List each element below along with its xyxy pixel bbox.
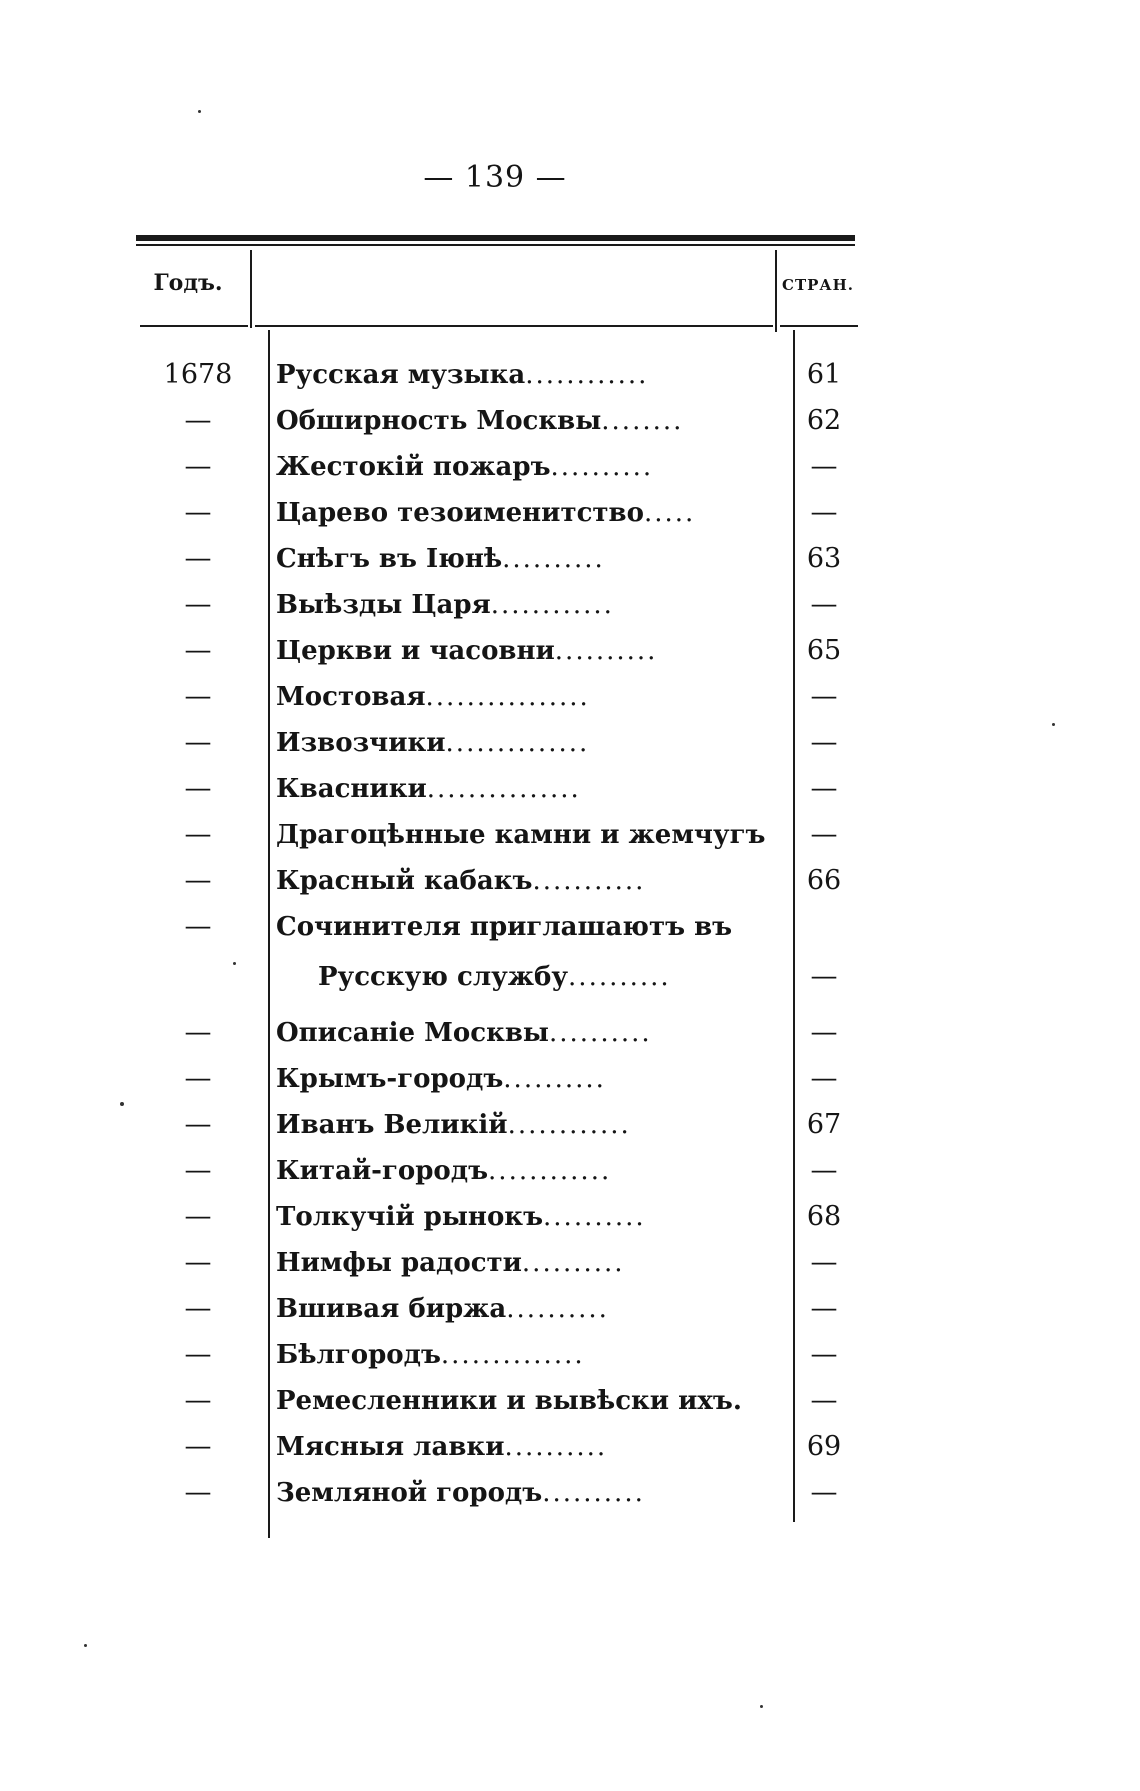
entry-title bbox=[276, 490, 774, 536]
entry-title bbox=[276, 628, 774, 674]
entry-leader-dots: .............. bbox=[445, 728, 590, 758]
entry-title bbox=[276, 352, 774, 398]
table-row bbox=[0, 398, 1140, 444]
table-row bbox=[0, 904, 1140, 950]
entry-title-text: Драгоцѣнные камни и жемчугъ bbox=[276, 820, 766, 850]
entry-title-text: Иванъ Великій bbox=[276, 1110, 508, 1140]
entry-year: — bbox=[184, 543, 212, 574]
entry-title bbox=[276, 1148, 774, 1194]
entry-page: — bbox=[810, 1385, 838, 1416]
entry-page: 69 bbox=[806, 1431, 842, 1462]
entry-year: — bbox=[184, 1477, 212, 1508]
scan-speck bbox=[198, 110, 201, 113]
entry-title-text: Обширность Москвы bbox=[276, 406, 602, 436]
entry-page: — bbox=[810, 1247, 838, 1278]
entry-leader-dots: ............ bbox=[507, 1110, 631, 1140]
entry-page: — bbox=[810, 1339, 838, 1370]
entry-title-text: Красный кабакъ bbox=[276, 866, 533, 896]
entry-year: — bbox=[184, 773, 212, 804]
entry-year: — bbox=[184, 1385, 212, 1416]
table-row bbox=[0, 720, 1140, 766]
entry-year: — bbox=[184, 727, 212, 758]
scan-speck bbox=[1052, 723, 1055, 726]
entry-leader-dots: ................ bbox=[425, 682, 590, 712]
entry-page: — bbox=[810, 961, 838, 992]
entry-leader-dots: ............... bbox=[426, 774, 581, 804]
table-row bbox=[0, 444, 1140, 490]
table-row bbox=[0, 352, 1140, 398]
entry-title-text: Мясныя лавки bbox=[276, 1432, 505, 1462]
entry-title-text: Китай-городъ bbox=[276, 1156, 489, 1186]
entry-year: — bbox=[184, 1063, 212, 1094]
entry-title-text: Толкучій рынокъ bbox=[276, 1202, 544, 1232]
entry-leader-dots: ............ bbox=[490, 590, 614, 620]
entry-page: — bbox=[810, 1477, 838, 1508]
entry-year: — bbox=[184, 497, 212, 528]
entry-title bbox=[276, 1378, 774, 1424]
entry-title bbox=[276, 398, 774, 444]
entry-year: — bbox=[184, 589, 212, 620]
scan-speck bbox=[84, 1644, 87, 1647]
entry-title-text: Нимфы радости bbox=[276, 1248, 522, 1278]
entry-year: — bbox=[184, 1155, 212, 1186]
table-row bbox=[0, 858, 1140, 904]
column-header-page: СТРАН. bbox=[782, 276, 854, 294]
entry-year: — bbox=[184, 1201, 212, 1232]
entry-title bbox=[276, 1470, 774, 1516]
table-row bbox=[0, 536, 1140, 582]
entry-title bbox=[276, 1424, 774, 1470]
entry-year: — bbox=[184, 865, 212, 896]
entry-title bbox=[276, 1332, 774, 1378]
entry-year: — bbox=[184, 1017, 212, 1048]
table-row bbox=[0, 1102, 1140, 1148]
entry-year: — bbox=[184, 911, 212, 942]
entry-page: — bbox=[810, 451, 838, 482]
entry-title bbox=[276, 812, 774, 858]
entry-year: — bbox=[184, 1339, 212, 1370]
entry-title bbox=[276, 904, 774, 950]
entry-title bbox=[276, 858, 774, 904]
entry-page: 65 bbox=[806, 635, 842, 666]
header-rule-title bbox=[255, 325, 773, 327]
entry-page: — bbox=[810, 681, 838, 712]
entry-title bbox=[276, 1286, 774, 1332]
entry-leader-dots: .......... bbox=[550, 452, 654, 482]
entry-title bbox=[276, 444, 774, 490]
entry-leader-dots: .......... bbox=[521, 1248, 625, 1278]
entry-title bbox=[276, 1240, 774, 1286]
entry-year: — bbox=[184, 819, 212, 850]
entry-leader-dots: ........... bbox=[532, 866, 646, 896]
table-row bbox=[0, 1332, 1140, 1378]
entry-leader-dots: ........ bbox=[601, 406, 684, 436]
entry-page: — bbox=[810, 819, 838, 850]
entry-year: — bbox=[184, 1109, 212, 1140]
entry-title-text: Русская музыка bbox=[276, 360, 526, 390]
table-row bbox=[0, 1378, 1140, 1424]
entry-year: — bbox=[184, 681, 212, 712]
entry-leader-dots: .......... bbox=[502, 544, 605, 574]
entry-leader-dots: .......... bbox=[542, 1478, 645, 1508]
entry-page: 63 bbox=[806, 543, 842, 574]
entry-title-text: Вшивая биржа bbox=[276, 1294, 507, 1324]
entry-year: 1678 bbox=[163, 359, 233, 390]
entry-page: — bbox=[810, 1017, 838, 1048]
entry-title bbox=[276, 720, 774, 766]
entry-leader-dots: .......... bbox=[554, 636, 658, 666]
divider-right-upper bbox=[775, 250, 777, 332]
entry-leader-dots: ............ bbox=[488, 1156, 612, 1186]
table-row bbox=[0, 1148, 1140, 1194]
scan-speck bbox=[233, 962, 236, 965]
entry-leader-dots: .............. bbox=[440, 1340, 585, 1370]
table-row bbox=[0, 1240, 1140, 1286]
entry-title-text: Описаніе Москвы bbox=[276, 1018, 549, 1048]
entry-title-text: Церкви и часовни bbox=[276, 636, 555, 666]
entry-title bbox=[276, 1102, 774, 1148]
table-row bbox=[0, 954, 1140, 1000]
entry-page: — bbox=[810, 1155, 838, 1186]
entry-title-text: Сочинителя приглашаютъ въ bbox=[276, 912, 733, 942]
entry-page: — bbox=[810, 497, 838, 528]
entry-title-text: Жестокій пожаръ bbox=[276, 452, 551, 482]
entry-title-text: Царево тезоименитство bbox=[276, 498, 644, 528]
entry-title-text: Выѣзды Царя bbox=[276, 590, 491, 620]
entry-title bbox=[276, 536, 774, 582]
entry-page: — bbox=[810, 1063, 838, 1094]
entry-title-text: Извозчики bbox=[276, 728, 446, 758]
top-rule-thin bbox=[136, 244, 855, 246]
entry-title-text: Мостовая bbox=[276, 682, 426, 712]
entry-title bbox=[276, 766, 774, 812]
entry-title bbox=[276, 674, 774, 720]
entry-year: — bbox=[184, 1293, 212, 1324]
entry-year: — bbox=[184, 405, 212, 436]
entry-page: 68 bbox=[806, 1201, 842, 1232]
table-row bbox=[0, 812, 1140, 858]
entry-title bbox=[276, 1010, 774, 1056]
scan-speck bbox=[760, 1705, 763, 1708]
entry-leader-dots: .......... bbox=[568, 962, 671, 992]
table-row bbox=[0, 766, 1140, 812]
entry-title bbox=[276, 1194, 774, 1240]
table-row bbox=[0, 1286, 1140, 1332]
header-rule-page bbox=[780, 325, 858, 327]
entry-leader-dots: .......... bbox=[506, 1294, 609, 1324]
header-rule-year bbox=[140, 325, 248, 327]
table-row bbox=[0, 1010, 1140, 1056]
entry-page: — bbox=[810, 589, 838, 620]
entry-leader-dots: ............ bbox=[525, 360, 649, 390]
entry-leader-dots: ..... bbox=[643, 498, 696, 528]
table-row bbox=[0, 674, 1140, 720]
entry-title-text: Снѣгъ въ Іюнѣ bbox=[276, 544, 503, 574]
table-row bbox=[0, 1424, 1140, 1470]
entry-title bbox=[276, 1056, 774, 1102]
table-row bbox=[0, 1470, 1140, 1516]
entry-page: 67 bbox=[806, 1109, 842, 1140]
entry-page: — bbox=[810, 1293, 838, 1324]
entry-year: — bbox=[184, 635, 212, 666]
entry-year: — bbox=[184, 1431, 212, 1462]
entry-title-text: Земляной городъ bbox=[276, 1478, 543, 1508]
entry-page: 66 bbox=[806, 865, 842, 896]
table-row bbox=[0, 1194, 1140, 1240]
entry-page: — bbox=[810, 727, 838, 758]
entry-title-text: Ремесленники и вывѣски ихъ. bbox=[276, 1386, 742, 1416]
entry-title-text: Бѣлгородъ bbox=[276, 1340, 441, 1370]
top-rule-thick bbox=[136, 235, 855, 241]
entry-leader-dots: .......... bbox=[549, 1018, 652, 1048]
table-row bbox=[0, 1056, 1140, 1102]
entry-page: 62 bbox=[806, 405, 842, 436]
page-number: — 139 — bbox=[423, 160, 567, 195]
entry-title-text: Крымъ-городъ bbox=[276, 1064, 504, 1094]
entry-title-text: Квасники bbox=[276, 774, 427, 804]
entry-leader-dots: .......... bbox=[503, 1064, 606, 1094]
divider-left-upper bbox=[250, 250, 252, 328]
scan-speck bbox=[120, 1102, 124, 1106]
table-row bbox=[0, 490, 1140, 536]
entry-year: — bbox=[184, 1247, 212, 1278]
table-row bbox=[0, 582, 1140, 628]
entry-year: — bbox=[184, 451, 212, 482]
entry-leader-dots: .......... bbox=[543, 1202, 646, 1232]
entry-title-text: Русскую службу bbox=[318, 962, 569, 992]
entry-leader-dots: .......... bbox=[504, 1432, 608, 1462]
column-header-year: Годъ. bbox=[153, 270, 223, 296]
entry-page: 61 bbox=[806, 359, 842, 390]
entry-title bbox=[276, 582, 774, 628]
entry-title bbox=[318, 954, 816, 1000]
table-row bbox=[0, 628, 1140, 674]
entry-page: — bbox=[810, 773, 838, 804]
